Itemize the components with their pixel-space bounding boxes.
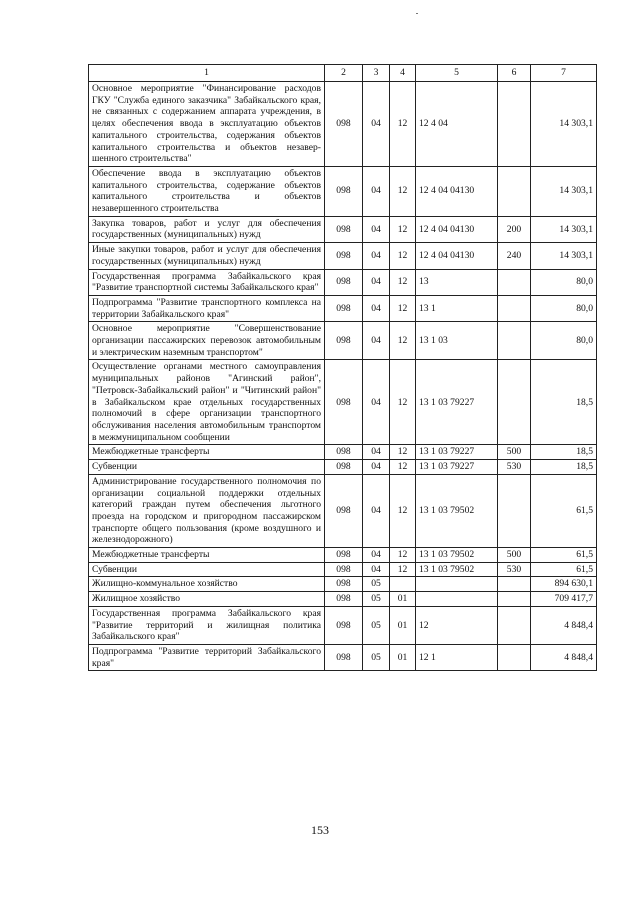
- grbs-code-cell: 098: [325, 445, 363, 460]
- expense-type-cell: [498, 474, 531, 547]
- amount-cell: 4 848,4: [531, 644, 597, 670]
- grbs-code-cell: 098: [325, 360, 363, 445]
- row-name-cell: Государственная программа Забайкальского края "Развитие территорий и жилищная политика Забайкальского края": [89, 606, 325, 644]
- grbs-code-cell: 098: [325, 548, 363, 563]
- amount-cell: 709 417,7: [531, 592, 597, 607]
- subsection-code-cell: 12: [390, 360, 416, 445]
- section-code-cell: 04: [363, 243, 390, 269]
- amount-cell: 80,0: [531, 322, 597, 360]
- expense-type-cell: [498, 295, 531, 321]
- grbs-code-cell: 098: [325, 644, 363, 670]
- grbs-code-cell: 098: [325, 243, 363, 269]
- subsection-code-cell: 12: [390, 243, 416, 269]
- subsection-code-cell: 12: [390, 460, 416, 475]
- expense-type-cell: [498, 644, 531, 670]
- row-name-cell: Подпрограмма "Развитие территорий Забайкальского края": [89, 644, 325, 670]
- expense-type-cell: 530: [498, 562, 531, 577]
- row-name-cell: Обеспечение ввода в эксплуатацию объектов капитального строительства, содержание объектов капитального строительства и объектов незавершенного строительства: [89, 166, 325, 216]
- amount-cell: 18,5: [531, 445, 597, 460]
- table-row: [89, 295, 597, 321]
- subsection-code-cell: 01: [390, 606, 416, 644]
- target-article-cell: 12 1: [416, 644, 498, 670]
- target-article-cell: 13 1 03 79502: [416, 562, 498, 577]
- table-row: [89, 269, 597, 295]
- target-article-cell: 13 1 03 79502: [416, 474, 498, 547]
- grbs-code-cell: 098: [325, 577, 363, 592]
- amount-cell: 14 303,1: [531, 216, 597, 242]
- grbs-code-cell: 098: [325, 322, 363, 360]
- target-article-cell: 13 1: [416, 295, 498, 321]
- table-row: [89, 360, 597, 445]
- table-row: [89, 474, 597, 547]
- expense-type-cell: 530: [498, 460, 531, 475]
- table-row: [89, 577, 597, 592]
- subsection-code-cell: 01: [390, 644, 416, 670]
- amount-cell: 61,5: [531, 548, 597, 563]
- target-article-cell: [416, 592, 498, 607]
- table-row: [89, 460, 597, 475]
- section-code-cell: 04: [363, 460, 390, 475]
- section-code-cell: 05: [363, 592, 390, 607]
- target-article-cell: 12 4 04 04130: [416, 166, 498, 216]
- section-code-cell: 04: [363, 322, 390, 360]
- row-name-cell: Субвенции: [89, 460, 325, 475]
- target-article-cell: 13 1 03 79227: [416, 445, 498, 460]
- table-row: [89, 216, 597, 242]
- section-code-cell: 05: [363, 644, 390, 670]
- amount-cell: 894 630,1: [531, 577, 597, 592]
- table-row: [89, 445, 597, 460]
- amount-cell: 14 303,1: [531, 166, 597, 216]
- grbs-code-cell: 098: [325, 216, 363, 242]
- section-code-cell: 05: [363, 577, 390, 592]
- table-header-row: [89, 65, 597, 82]
- target-article-cell: 13 1 03: [416, 322, 498, 360]
- grbs-code-cell: 098: [325, 474, 363, 547]
- subsection-code-cell: [390, 577, 416, 592]
- section-code-cell: 04: [363, 445, 390, 460]
- subsection-code-cell: 12: [390, 166, 416, 216]
- target-article-cell: 12: [416, 606, 498, 644]
- subsection-code-cell: 12: [390, 445, 416, 460]
- subsection-code-cell: 12: [390, 216, 416, 242]
- table-row: [89, 644, 597, 670]
- grbs-code-cell: 098: [325, 269, 363, 295]
- grbs-code-cell: 098: [325, 460, 363, 475]
- amount-cell: 61,5: [531, 474, 597, 547]
- amount-cell: 4 848,4: [531, 606, 597, 644]
- table-row: [89, 548, 597, 563]
- subsection-code-cell: 01: [390, 592, 416, 607]
- page-number: 153: [311, 823, 329, 837]
- amount-cell: 61,5: [531, 562, 597, 577]
- target-article-cell: 12 4 04 04130: [416, 243, 498, 269]
- scan-speck: [416, 13, 418, 14]
- column-header: 5: [416, 65, 498, 82]
- section-code-cell: 04: [363, 474, 390, 547]
- row-name-cell: Подпрограмма "Развитие транспортного комплекса на территории Забайкальского края": [89, 295, 325, 321]
- amount-cell: 80,0: [531, 295, 597, 321]
- target-article-cell: 13 1 03 79502: [416, 548, 498, 563]
- column-header: 2: [325, 65, 363, 82]
- amount-cell: 14 303,1: [531, 243, 597, 269]
- table-row: [89, 322, 597, 360]
- table-row: [89, 166, 597, 216]
- expense-type-cell: [498, 592, 531, 607]
- subsection-code-cell: 12: [390, 548, 416, 563]
- row-name-cell: Межбюджетные трансферты: [89, 548, 325, 563]
- row-name-cell: Администрирование государственного полномочия по организации социальной поддержки отдельных категорий граждан путем обеспечения льготного проезда на городском и пригородном пассажирском транспорте общего пользования (кроме воздушного и железнодорожного): [89, 474, 325, 547]
- expense-type-cell: [498, 606, 531, 644]
- column-header: 7: [531, 65, 597, 82]
- table-row: [89, 606, 597, 644]
- expense-type-cell: 500: [498, 548, 531, 563]
- budget-table: [88, 64, 597, 671]
- target-article-cell: [416, 577, 498, 592]
- target-article-cell: 13 1 03 79227: [416, 460, 498, 475]
- expense-type-cell: [498, 166, 531, 216]
- row-name-cell: Жилищно-коммунальное хозяйство: [89, 577, 325, 592]
- section-code-cell: 04: [363, 166, 390, 216]
- target-article-cell: 13: [416, 269, 498, 295]
- section-code-cell: 04: [363, 295, 390, 321]
- section-code-cell: 04: [363, 360, 390, 445]
- expense-type-cell: [498, 322, 531, 360]
- target-article-cell: 13 1 03 79227: [416, 360, 498, 445]
- grbs-code-cell: 098: [325, 82, 363, 167]
- table-row: [89, 592, 597, 607]
- amount-cell: 80,0: [531, 269, 597, 295]
- expense-type-cell: [498, 360, 531, 445]
- row-name-cell: Государственная программа Забайкальского края "Развитие транспортной системы Забайкальского края": [89, 269, 325, 295]
- expense-type-cell: [498, 577, 531, 592]
- row-name-cell: Осуществление органами местного самоуправления муниципальных районов "Агинский район", "Петровск-Забайкальский район" и "Читинский район" в Забайкальском крае отдельных государственных полномочий в сфере организации транспортного обслуживания населения автомобильным транспортом в межмуниципальном сообщении: [89, 360, 325, 445]
- subsection-code-cell: 12: [390, 562, 416, 577]
- section-code-cell: 04: [363, 216, 390, 242]
- column-header: 6: [498, 65, 531, 82]
- target-article-cell: 12 4 04 04130: [416, 216, 498, 242]
- expense-type-cell: 200: [498, 216, 531, 242]
- expense-type-cell: [498, 82, 531, 167]
- row-name-cell: Иные закупки товаров, работ и услуг для обеспечения государственных (муниципальных) нужд: [89, 243, 325, 269]
- row-name-cell: Закупка товаров, работ и услуг для обеспечения государственных (муниципальных) нужд: [89, 216, 325, 242]
- row-name-cell: Основное мероприятие "Финансирование расходов ГКУ "Служба единого заказчика" Забайкальского края, не связанных с содержанием аппарата учреждения, в целях обеспечения ввода в эксплуатацию объектов капитального строительства, содержания объектов капитального строительства и объектов незавершенного строительства": [89, 82, 325, 167]
- amount-cell: 18,5: [531, 460, 597, 475]
- subsection-code-cell: 12: [390, 322, 416, 360]
- grbs-code-cell: 098: [325, 562, 363, 577]
- column-header: 4: [390, 65, 416, 82]
- amount-cell: 14 303,1: [531, 82, 597, 167]
- row-name-cell: Жилищное хозяйство: [89, 592, 325, 607]
- row-name-cell: Межбюджетные трансферты: [89, 445, 325, 460]
- expense-type-cell: [498, 269, 531, 295]
- section-code-cell: 04: [363, 548, 390, 563]
- section-code-cell: 04: [363, 269, 390, 295]
- subsection-code-cell: 12: [390, 474, 416, 547]
- grbs-code-cell: 098: [325, 166, 363, 216]
- table-row: [89, 243, 597, 269]
- section-code-cell: 05: [363, 606, 390, 644]
- grbs-code-cell: 098: [325, 606, 363, 644]
- grbs-code-cell: 098: [325, 295, 363, 321]
- row-name-cell: Субвенции: [89, 562, 325, 577]
- table-row: [89, 82, 597, 167]
- section-code-cell: 04: [363, 562, 390, 577]
- expense-type-cell: 240: [498, 243, 531, 269]
- section-code-cell: 04: [363, 82, 390, 167]
- target-article-cell: 12 4 04: [416, 82, 498, 167]
- amount-cell: 18,5: [531, 360, 597, 445]
- subsection-code-cell: 12: [390, 82, 416, 167]
- row-name-cell: Основное мероприятие "Совершенствование организации пассажирских перевозок автомобильным и электрическим наземным транспортом": [89, 322, 325, 360]
- subsection-code-cell: 12: [390, 269, 416, 295]
- grbs-code-cell: 098: [325, 592, 363, 607]
- table-row: [89, 562, 597, 577]
- subsection-code-cell: 12: [390, 295, 416, 321]
- expense-type-cell: 500: [498, 445, 531, 460]
- column-header: 1: [89, 65, 325, 82]
- column-header: 3: [363, 65, 390, 82]
